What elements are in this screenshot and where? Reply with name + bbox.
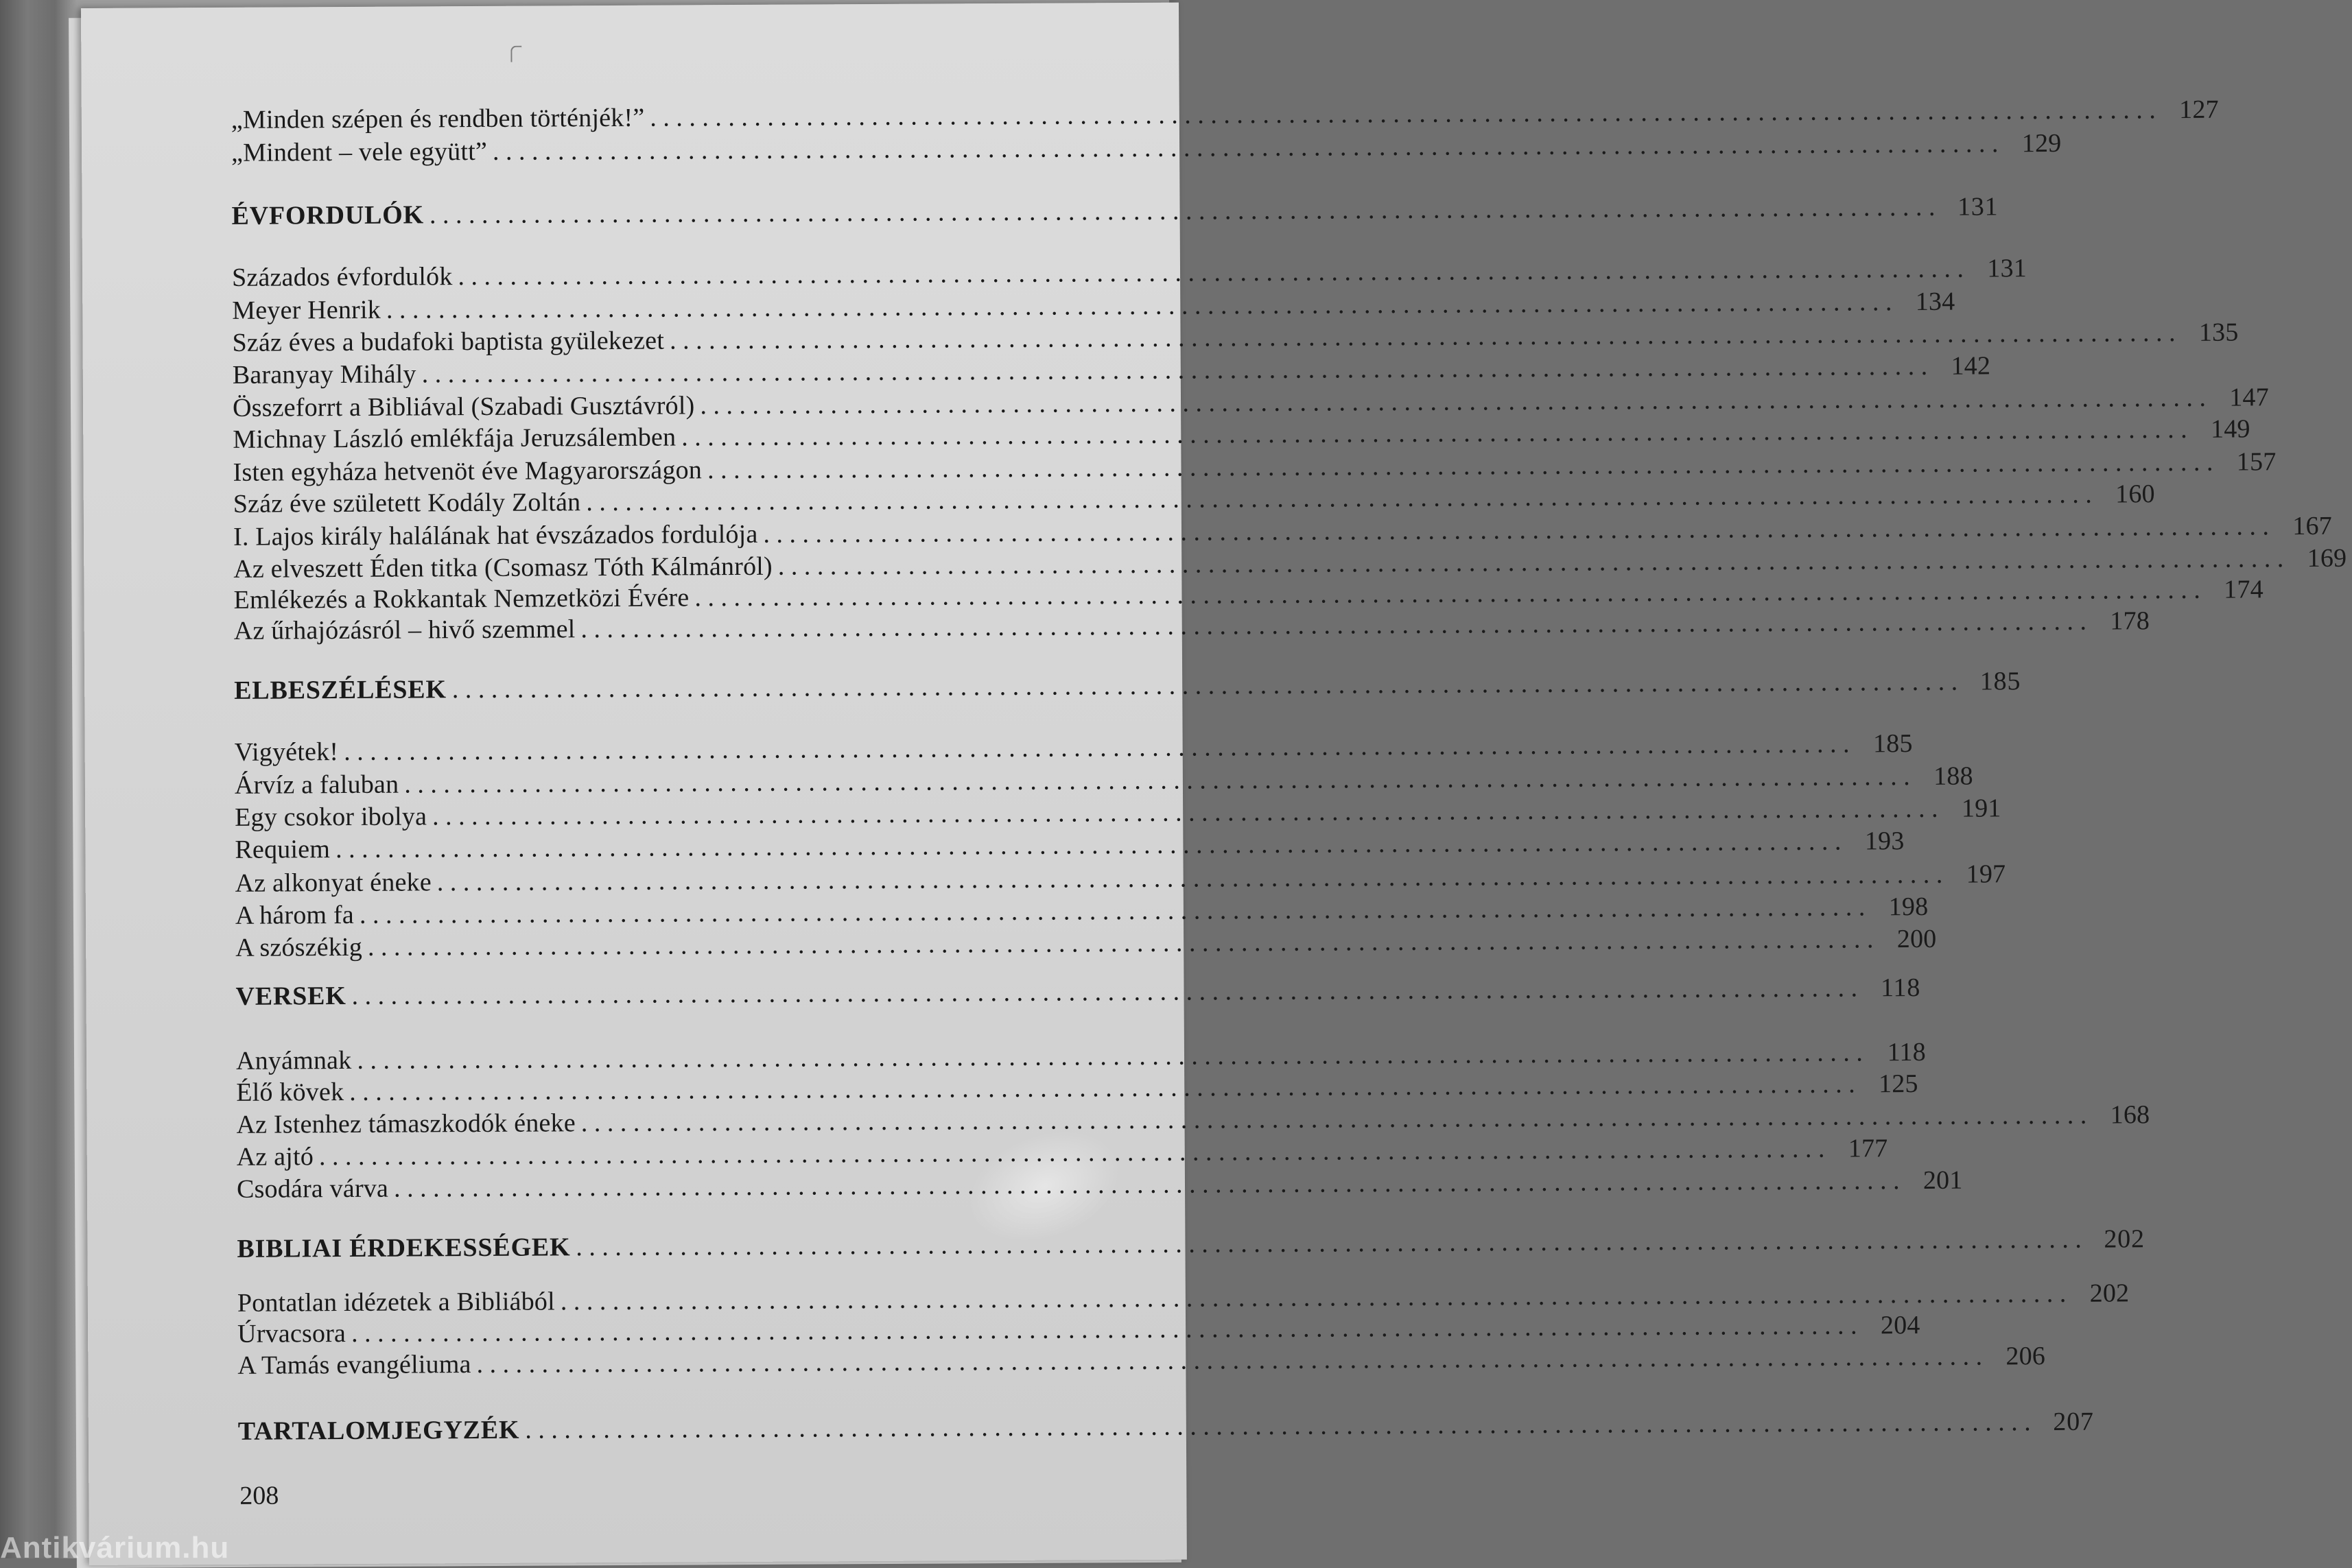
toc-section-heading bbox=[231, 192, 1999, 232]
toc-title: A Tamás evangéliuma bbox=[237, 1350, 471, 1380]
toc-section-heading bbox=[235, 973, 1921, 1012]
toc-title: Az ajtó bbox=[236, 1142, 314, 1172]
toc-title: Száz éves a budafoki baptista gyülekezet bbox=[232, 326, 665, 357]
toc-title: Százados évfordulók bbox=[231, 262, 453, 292]
toc-page-number: 185 bbox=[1872, 729, 1913, 759]
toc-page-number: 207 bbox=[2053, 1407, 2094, 1436]
toc-title: Vigyétek! bbox=[234, 737, 339, 767]
toc-page-number: 167 bbox=[2292, 511, 2333, 541]
toc-entry bbox=[231, 128, 2062, 169]
toc-title: Az alkonyat éneke bbox=[235, 868, 432, 898]
toc-page-number: 118 bbox=[1887, 1037, 1926, 1067]
toc-title: „Minden szépen és rendben történjék!” bbox=[231, 103, 645, 134]
toc-page-number: 177 bbox=[1848, 1134, 1888, 1163]
toc-title: Baranyay Mihály bbox=[232, 359, 416, 390]
dot-leader bbox=[452, 665, 1958, 706]
toc-title: Az űrhajózásról – hivő szemmel bbox=[233, 615, 576, 645]
toc-title: Pontatlan idézetek a Bibliából bbox=[237, 1287, 555, 1318]
toc-title: Isten egyháza hetvenöt éve Magyarországon bbox=[233, 455, 703, 487]
toc-page-number: 169 bbox=[2307, 543, 2347, 573]
toc-title: Egy csokor ibolya bbox=[235, 802, 427, 832]
toc-page-number: 185 bbox=[1979, 667, 2021, 696]
table-of-contents bbox=[231, 2, 2347, 1446]
toc-title: BIBLIAI ÉRDEKESSÉGEK bbox=[237, 1233, 571, 1263]
toc-entry bbox=[233, 606, 2150, 647]
toc-page-number: 197 bbox=[1966, 859, 2006, 889]
book-page bbox=[81, 3, 2347, 1565]
toc-title: Az elveszett Éden titka (Csomasz Tóth Kálmánról) bbox=[233, 551, 773, 584]
toc-title: ELBESZÉLÉSEK bbox=[234, 675, 447, 705]
dot-leader bbox=[430, 191, 1936, 231]
toc-page-number: 142 bbox=[1951, 351, 1991, 381]
toc-page-number: 118 bbox=[1880, 973, 1921, 1003]
toc-section-heading bbox=[237, 1407, 2094, 1447]
toc-page-number: 127 bbox=[2179, 95, 2219, 124]
dot-leader bbox=[576, 1223, 2082, 1263]
pencil-mark bbox=[510, 46, 521, 62]
toc-title: I. Lajos király halálának hat évszázados fordulója bbox=[233, 519, 758, 551]
dot-leader bbox=[394, 1164, 1900, 1204]
toc-page-number: 131 bbox=[1957, 192, 1999, 222]
toc-title: A szószékig bbox=[235, 932, 363, 962]
toc-page-number: 191 bbox=[1961, 794, 2001, 823]
toc-title: Requiem bbox=[235, 835, 331, 864]
toc-title: ÉVFORDULÓK bbox=[231, 200, 425, 230]
watermark-text: Antikvárium.hu bbox=[0, 1531, 230, 1565]
toc-page-number: 147 bbox=[2229, 383, 2270, 412]
toc-page-number: 206 bbox=[2006, 1342, 2046, 1371]
toc-page-number: 174 bbox=[2224, 575, 2263, 604]
toc-title: Száz éve született Kodály Zoltán bbox=[233, 488, 581, 519]
toc-page-number: 202 bbox=[2104, 1224, 2145, 1254]
toc-page-number: 135 bbox=[2198, 318, 2239, 347]
toc-entry bbox=[231, 95, 2219, 136]
toc-page-number: 129 bbox=[2021, 128, 2062, 158]
toc-title: Csodára várva bbox=[236, 1174, 389, 1204]
toc-entry bbox=[236, 1165, 1963, 1205]
toc-title: Michnay László emlékfája Jeruzsálemben bbox=[233, 423, 677, 454]
toc-entry bbox=[235, 924, 1937, 964]
toc-page-number: 178 bbox=[2110, 606, 2150, 636]
toc-entry bbox=[234, 729, 1913, 768]
toc-page-number: 198 bbox=[1888, 892, 1929, 922]
dot-leader bbox=[493, 127, 1999, 167]
dot-leader bbox=[351, 971, 1857, 1012]
toc-entry bbox=[233, 414, 2250, 455]
toc-title: Összeforrt a Bibliával (Szabadi Gusztávról) bbox=[232, 391, 695, 423]
toc-page-number: 188 bbox=[1933, 761, 1973, 791]
toc-title: Emlékezés a Rokkantak Nemzetközi Évére bbox=[233, 583, 690, 615]
toc-title: A három fa bbox=[235, 900, 354, 930]
toc-title: Meyer Henrik bbox=[232, 295, 381, 325]
toc-page-number: 160 bbox=[2115, 479, 2155, 509]
toc-entry bbox=[237, 1342, 2046, 1381]
toc-page-number: 204 bbox=[1880, 1310, 1920, 1340]
toc-title: „Mindent – vele együtt” bbox=[231, 136, 488, 167]
toc-page-number: 149 bbox=[2210, 414, 2250, 444]
toc-title: Anyámnak bbox=[235, 1045, 352, 1076]
toc-page-number: 200 bbox=[1896, 924, 1937, 954]
dot-leader bbox=[580, 605, 2086, 645]
toc-page-number: 131 bbox=[1987, 254, 2027, 283]
toc-title: Élő kövek bbox=[236, 1078, 344, 1107]
dot-leader bbox=[525, 1405, 2031, 1446]
toc-entry bbox=[232, 351, 1991, 391]
toc-title: Árvíz a faluban bbox=[234, 770, 399, 800]
toc-entry bbox=[231, 254, 2027, 294]
dot-leader bbox=[368, 923, 1874, 963]
dot-leader bbox=[476, 1340, 1982, 1381]
page-number: 208 bbox=[239, 1481, 279, 1510]
toc-section-heading bbox=[234, 667, 2021, 706]
toc-page-number: 193 bbox=[1864, 827, 1905, 856]
toc-page-number: 201 bbox=[1922, 1165, 1963, 1195]
toc-page-number: 168 bbox=[2110, 1100, 2150, 1130]
toc-entry bbox=[235, 827, 1905, 866]
toc-entry bbox=[233, 479, 2155, 520]
toc-page-number: 202 bbox=[2089, 1279, 2130, 1308]
toc-title: Az Istenhez támaszkodók éneke bbox=[236, 1108, 576, 1139]
toc-page-number: 134 bbox=[1915, 287, 1955, 317]
toc-title: TARTALOMJEGYZÉK bbox=[237, 1415, 520, 1446]
toc-title: VERSEK bbox=[235, 981, 346, 1011]
toc-title: Úrvacsora bbox=[237, 1319, 346, 1349]
toc-page-number: 157 bbox=[2236, 447, 2277, 477]
toc-section-heading bbox=[237, 1224, 2145, 1265]
toc-page-number: 125 bbox=[1878, 1069, 1918, 1099]
